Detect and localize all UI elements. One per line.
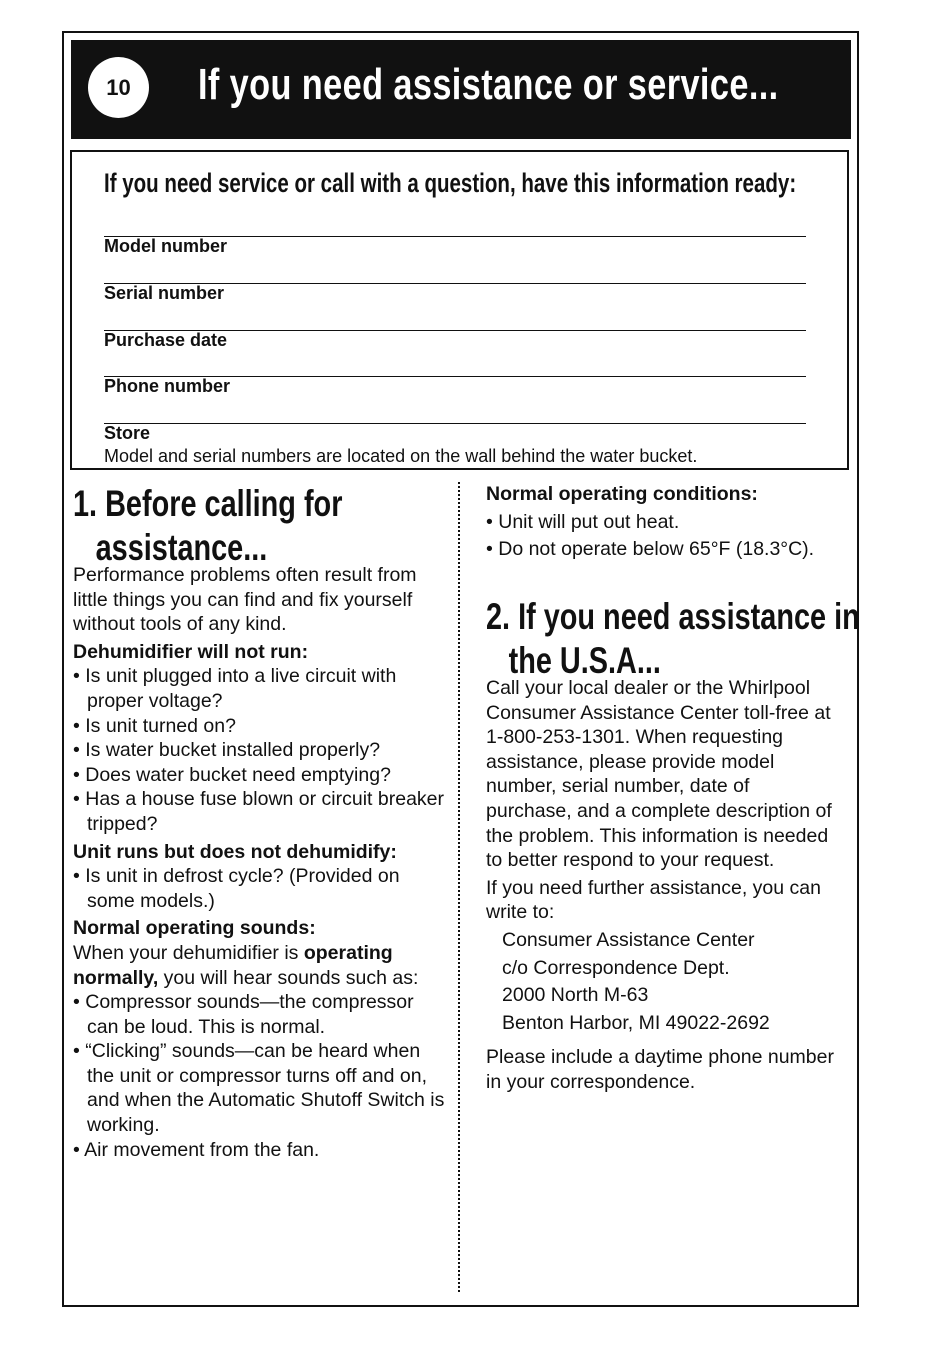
section-1-body — [73, 563, 445, 1162]
field-label: Model number — [104, 236, 228, 256]
conditions-heading: Normal operating conditions: — [486, 483, 758, 505]
section-1-title-line2: assistance... — [95, 527, 268, 568]
operating-conditions — [486, 482, 838, 562]
section-2-paragraph: Call your local dealer or the Whirlpool Consumer Assistance Center toll-free at 1-800-253-1301. When requesting assistance, please provide model number, serial number, date of purchase, and a complete description of the problem. This information is needed to better respond to your request. — [486, 677, 832, 872]
section-1-title-line1: 1. Before calling for — [73, 483, 343, 524]
address-line: Consumer Assistance Center — [502, 928, 755, 951]
section-2-body — [486, 676, 838, 1095]
section-2-closing: Please include a daytime phone number in your correspondence. — [486, 1046, 834, 1093]
sounds-intro-bold: operating normally, — [73, 941, 393, 989]
list-item: • “Clicking” sounds—can be heard when the unit or compressor turns off and on, and when the Automatic Shutoff Switch is working. — [73, 1040, 445, 1137]
list-item: • Is water bucket installed properly? — [73, 739, 381, 762]
address-line: Benton Harbor, MI 49022-2692 — [502, 1011, 770, 1034]
no-dehumidify-heading: Unit runs but does not dehumidify: — [73, 840, 397, 863]
list-item: • Is unit plugged into a live circuit with proper voltage? — [73, 665, 397, 712]
address-line: 2000 North M-63 — [502, 984, 649, 1007]
list-item: • Do not operate below 65°F (18.3°C). — [486, 538, 815, 561]
list-item: • Unit will put out heat. — [486, 510, 680, 533]
address-line: c/o Correspondence Dept. — [502, 956, 730, 979]
section-2-title-line2: the U.S.A... — [508, 640, 661, 681]
section-2-title-line1: 2. If you need assistance in — [486, 596, 860, 637]
wont-run-heading: Dehumidifier will not run: — [73, 640, 309, 663]
list-item: • Has a house fuse blown or circuit breaker tripped? — [73, 788, 445, 835]
section-1-title — [73, 482, 342, 570]
model-number-field — [104, 236, 806, 258]
list-item: • Is unit turned on? — [73, 714, 236, 737]
info-box-heading: If you need service or call with a question, have this information ready: — [104, 168, 797, 198]
section-1-intro: Performance problems often result from little things you can find and fix yourself without tools of any kind. — [73, 564, 417, 636]
section-2-title — [486, 595, 860, 683]
field-label: Store — [104, 423, 151, 443]
sounds-intro — [73, 941, 445, 990]
store-field — [104, 423, 806, 445]
column-divider — [458, 482, 460, 1292]
page-title: If you need assistance or service... — [198, 60, 779, 109]
list-item: • Air movement from the fan. — [73, 1138, 320, 1161]
list-item: • Compressor sounds—the compressor can be loud. This is normal. — [73, 991, 414, 1038]
section-2-further: If you need further assistance, you can write to: — [486, 876, 821, 924]
list-item: • Is unit in defrost cycle? (Provided on some models.) — [73, 865, 400, 912]
page-number-badge: 10 — [88, 57, 149, 118]
sounds-heading: Normal operating sounds: — [73, 917, 316, 940]
sounds-intro-post: you will hear sounds such as: — [158, 966, 419, 989]
purchase-date-field — [104, 330, 806, 352]
sounds-intro-pre: When your dehumidifier is — [73, 941, 304, 964]
field-label: Phone number — [104, 376, 231, 396]
serial-number-field — [104, 283, 806, 305]
field-label: Purchase date — [104, 330, 228, 350]
field-rule — [104, 423, 806, 424]
list-item: • Does water bucket need emptying? — [73, 763, 391, 786]
phone-number-field — [104, 376, 806, 398]
field-label: Serial number — [104, 283, 225, 303]
info-box-note: Model and serial numbers are located on the wall behind the water bucket. — [104, 446, 698, 466]
